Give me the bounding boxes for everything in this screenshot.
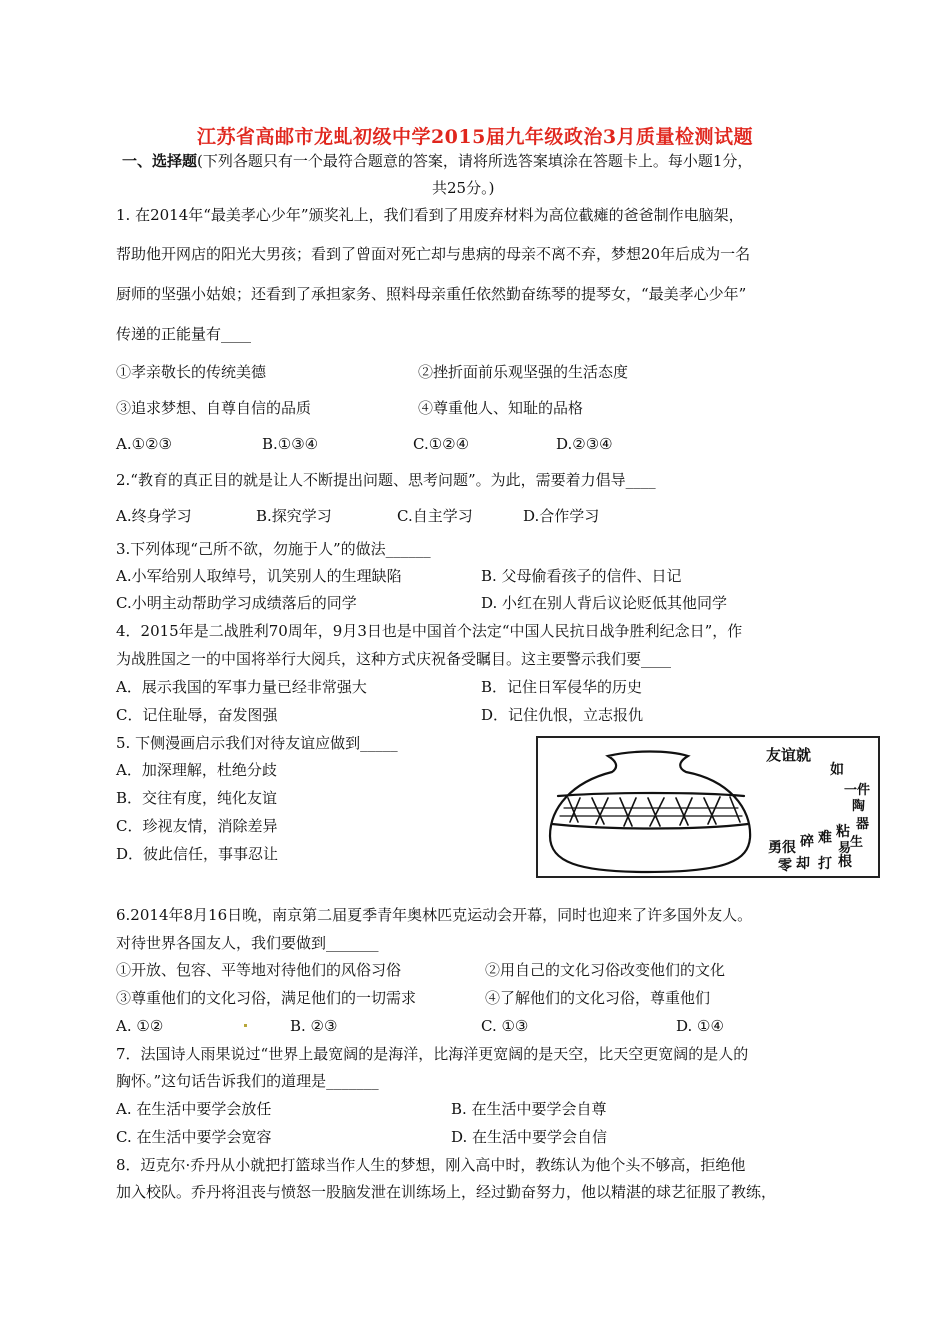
q8-line1: 8．迈克尔·乔丹从小就把打篮球当作人生的梦想，刚入高中时，教练认为他个头不够高，拒绝他 [116,1156,746,1174]
friendship-vase-cartoon [536,736,880,878]
q3-option-c: C.小明主动帮助学习成绩落后的同学 [116,594,357,612]
cartoon-text-7: 碎 [800,834,814,850]
cartoon-text-8: 难 [818,830,832,846]
q3-option-d: D. 小红在别人背后议论贬低其他同学 [481,594,728,612]
q2-option-d: D.合作学习 [523,507,600,525]
vase-illustration [538,738,878,876]
q4-option-b: B．记住日军侵华的历史 [481,678,643,696]
q6-option-a: A. ①② [116,1017,164,1035]
q7-option-c: C. 在生活中要学会宽容 [116,1128,272,1146]
q1-line2: 帮助他开网店的阳光大男孩；看到了曾面对死亡却与患病的母亲不离不弃，梦想20年后成为一名 [116,245,751,263]
q3-line1: 3.下列体现“己所不欲，勿施于人”的做法______ [116,540,431,558]
cartoon-text-10: 生 [850,835,864,850]
q6-statement-3: ③尊重他们的文化习俗，满足他们的一切需求 [116,989,417,1007]
q4-line2: 为战胜国之一的中国将举行大阅兵，这种方式庆祝备受瞩目。这主要警示我们要____ [116,650,672,668]
q5-option-c: C．珍视友情，消除差异 [116,817,278,835]
stray-mark [244,1024,247,1027]
q1-option-c: C.①②④ [413,435,470,453]
cartoon-text-1: 友谊就 [766,746,812,764]
vase-crack-pattern [568,797,740,826]
q4-option-d: D．记住仇恨，立志报仇 [481,706,644,724]
vase-outline [550,752,750,873]
section-header [122,152,752,170]
q1-statement-4: ④尊重他人、知耻的品格 [418,399,584,417]
q4-option-a: A．展示我国的军事力量已经非常强大 [116,678,367,696]
q4-line1: 4．2015年是二战胜利70周年，9月3日也是中国首个法定“中国人民抗日战争胜利纪念日”，作 [116,622,743,640]
q5-line1: 5. 下侧漫画启示我们对待友谊应做到_____ [116,734,398,752]
q3-option-a: A.小军给别人取绰号，讥笑别人的生理缺陷 [116,567,402,585]
exam-title: 江苏省高邮市龙虬初级中学2015届九年级政治3月质量检测试题 [196,126,754,148]
cartoon-text-2: 如 [830,762,844,778]
cartoon-text-14: 打 [818,856,832,872]
cartoon-text-12: 零 [778,858,792,874]
q7-option-a: A. 在生活中要学会放任 [116,1100,272,1118]
q1-option-a: A.①②③ [116,435,172,453]
cartoon-text-4: 陶 [852,799,866,814]
q2-option-a: A.终身学习 [116,507,192,525]
cartoon-text-13: 却 [796,856,810,872]
q4-option-c: C．记住耻辱，奋发图强 [116,706,278,724]
q1-option-d: D.②③④ [556,435,613,453]
cartoon-text-9: 粘 [836,824,850,840]
q7-option-d: D. 在生活中要学会自信 [451,1128,608,1146]
q6-line1: 6.2014年8月16日晚，南京第二届夏季青年奥林匹克运动会开幕，同时也迎来了许多国外友人。 [116,906,753,924]
q2-option-c: C.自主学习 [397,507,473,525]
cartoon-text-5: 器 [856,817,870,832]
q6-line2: 对待世界各国友人，我们要做到_______ [116,934,379,952]
q3-option-b: B. 父母偷看孩子的信件、日记 [481,567,682,585]
cartoon-text-3: 一件 [844,783,871,798]
q7-option-b: B. 在生活中要学会自尊 [451,1100,607,1118]
q6-statement-2: ②用自己的文化习俗改变他们的文化 [485,961,726,979]
q1-line1: 1. 在2014年“最美孝心少年”颁奖礼上，我们看到了用废弃材料为高位截瘫的爸爸制作电脑架， [116,206,744,224]
q2-option-b: B.探究学习 [256,507,332,525]
q8-line2: 加入校队。乔丹将沮丧与愤怒一股脑发泄在训练场上，经过勤奋努力，他以精湛的球艺征服了教练， [116,1183,777,1201]
q1-statement-3: ③追求梦想、自尊自信的品质 [116,399,312,417]
q5-option-b: B．交往有度，纯化友谊 [116,789,278,807]
cartoon-text-11: 易 [838,841,852,856]
vase-band-top [558,793,744,796]
q7-line2: 胸怀。”这句话告诉我们的道理是_______ [116,1072,379,1090]
q6-statement-4: ④了解他们的文化习俗，尊重他们 [485,989,711,1007]
section-instruction-cont: 共25分。) [432,179,495,197]
q1-line3: 厨师的坚强小姑娘；还看到了承担家务、照料母亲重任依然勤奋练琴的提琴女，“最美孝心少年” [116,285,747,303]
q6-option-c: C. ①③ [481,1017,529,1035]
cartoon-text-15: 根 [838,854,852,870]
q6-statement-1: ①开放、包容、平等地对待他们的风俗习俗 [116,961,402,979]
q1-line4: 传递的正能量有____ [116,325,252,343]
q1-statement-2: ②挫折面前乐观坚强的生活态度 [418,363,629,381]
q2-line1: 2.“教育的真正目的就是让人不断提出问题、思考问题”。为此，需要着力倡导____ [116,471,656,489]
section-heading: 一、选择题 [122,152,198,170]
section-instruction: (下列各题只有一个最符合题意的答案，请将所选答案填涂在答题卡上。每小题1分， [197,152,753,170]
q7-line1: 7．法国诗人雨果说过“世界上最宽阔的是海洋，比海洋更宽阔的是天空，比天空更宽阔的是人的 [116,1045,749,1063]
q5-option-a: A．加深理解，杜绝分歧 [116,761,277,779]
q6-option-d: D. ①④ [676,1017,724,1035]
q1-option-b: B.①③④ [262,435,319,453]
q6-option-b: B. ②③ [290,1017,338,1035]
cartoon-text-6: 勇很 [768,840,796,856]
q5-option-d: D．彼此信任，事事忍让 [116,845,279,863]
q1-statement-1: ①孝亲敬长的传统美德 [116,363,267,381]
